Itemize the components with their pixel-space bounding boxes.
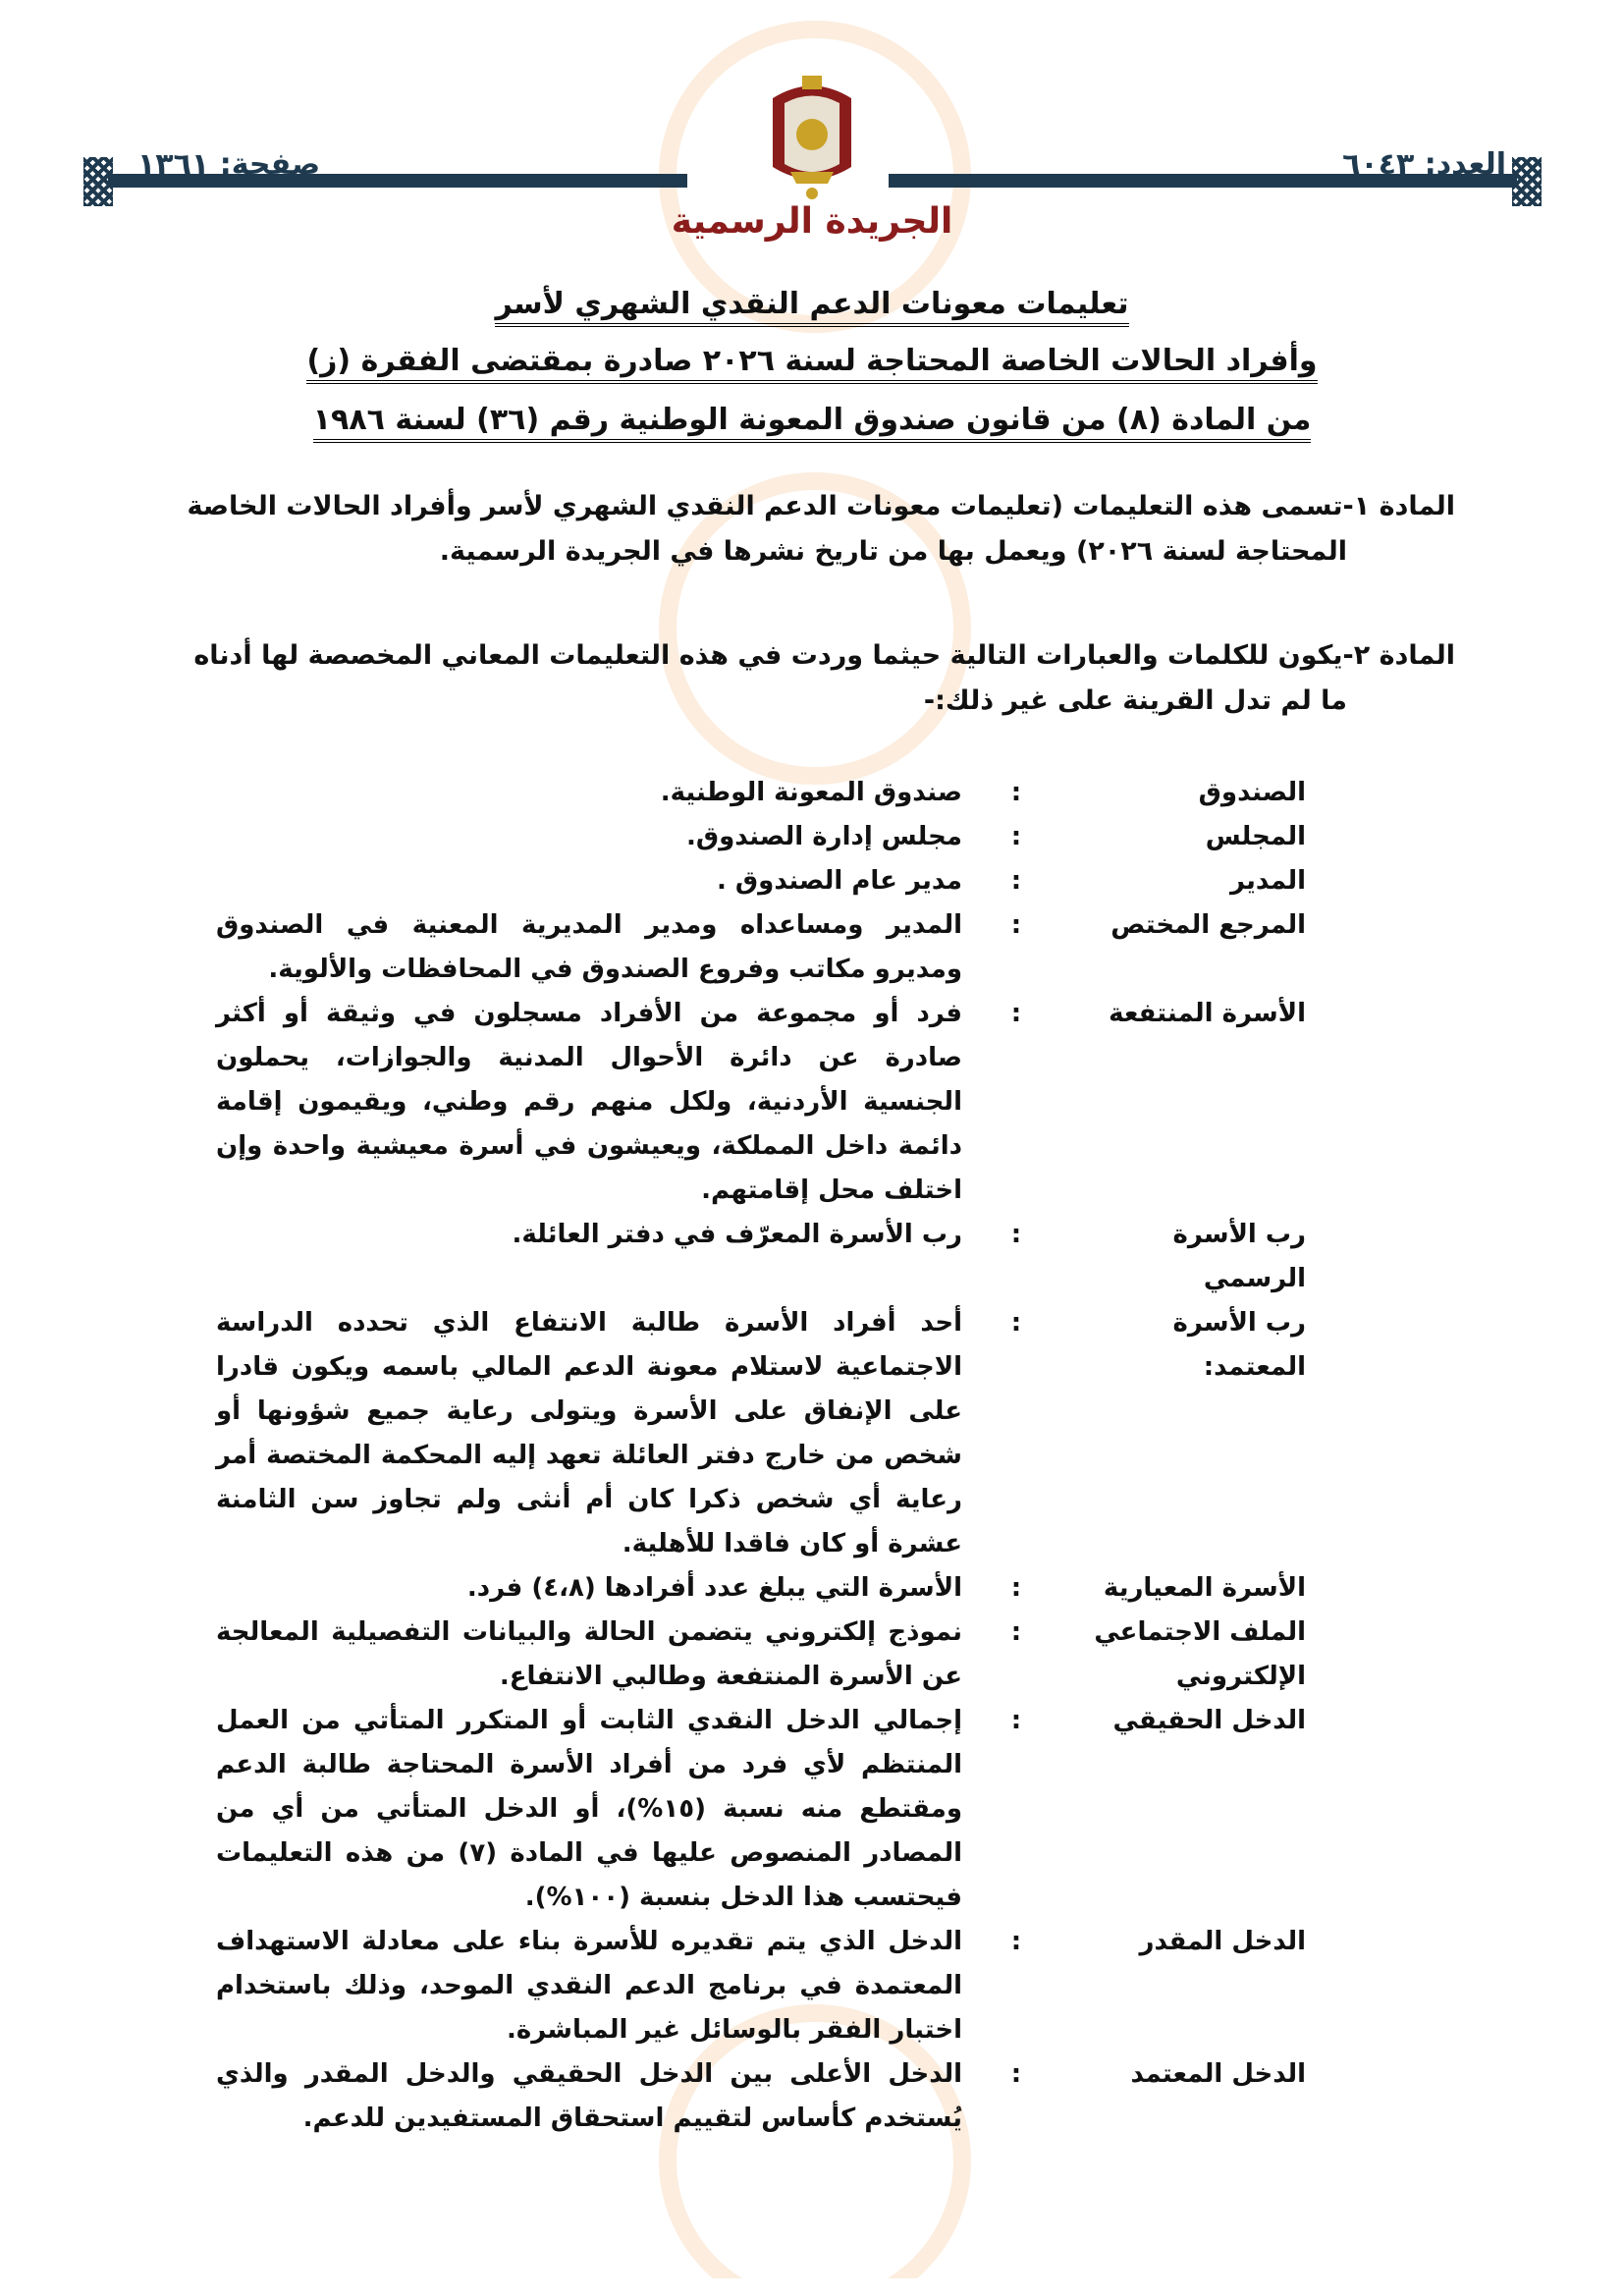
definitions-list (216, 771, 1306, 2141)
definition-colon: : (1010, 1220, 1022, 1249)
title-text: وأفراد الحالات الخاصة المحتاجة لسنة ٢٠٢٦ صادرة بمقتضى الفقرة (ز) (306, 344, 1317, 384)
definition-text: إجمالي الدخل النقدي الثابت أو المتكرر المتأتي من العمل المنتظم لأي فرد من أفراد الأسرة المحتاجة طالبة الدعم ومقتطع منه نسبة (١٥%)، أو الدخل المتأتي من أي من المصادر المنصوص عليها في المادة (٧) من هذه التعليمات فيحتسب هذا الدخل بنسبة (١٠٠%). (216, 1706, 962, 1912)
definition-item (216, 859, 1306, 903)
definition-term: الدخل المعتمد (1130, 2059, 1306, 2089)
definition-item (216, 2052, 1306, 2141)
definition-item (216, 1213, 1306, 1301)
article-1 (177, 484, 1455, 574)
definition-term: المجلس (1205, 822, 1306, 851)
definition-colon: : (1010, 999, 1022, 1028)
issue-number: العدد: ٦٠٤٣ (1342, 147, 1506, 182)
definition-colon: : (1010, 1706, 1022, 1735)
definition-colon: : (1010, 1573, 1022, 1603)
gazette-name: الجريدة الرسمية (671, 201, 953, 242)
definition-term: الأسرة المنتفعة (1109, 999, 1306, 1028)
definition-term: الدخل الحقيقي (1112, 1706, 1306, 1735)
definition-item (216, 1566, 1306, 1611)
definition-text: أحد أفراد الأسرة طالبة الانتفاع الذي تحدده الدراسة الاجتماعية لاستلام معونة الدعم المالي باسمه ويكون قادرا على الإنفاق على الأسرة ويتولى رعاية جميع شؤونها أو شخص من خارج دفتر العائلة تعهد إليه المحكمة المختصة أمر رعاية أي شخص ذكرا كان أم أنثى ولم تجاوز سن الثامنة عشرة أو كان فاقدا للأهلية. (216, 1308, 962, 1558)
article-1-line-1: المادة ١-تسمى هذه التعليمات (تعليمات معونات الدعم النقدي الشهري لأسر وأفراد الحالات الخاصة (187, 491, 1455, 521)
definition-text: مجلس إدارة الصندوق. (686, 822, 962, 851)
definition-colon: : (1010, 1927, 1022, 1956)
definition-item (216, 1920, 1306, 2052)
definition-item (216, 815, 1306, 859)
definition-term: رب الأسرة المعتمد: (1172, 1308, 1306, 1382)
definition-item (216, 1699, 1306, 1920)
title-line-1 (0, 287, 1624, 321)
definition-text: فرد أو مجموعة من الأفراد مسجلون في وثيقة أو أكثر صادرة عن دائرة الأحوال المدنية والجوازات، يحملون الجنسية الأردنية، ولكل منهم رقم وطني، ويقيمون إقامة دائمة داخل المملكة، ويعيشون في أسرة معيشية واحدة وإن اختلف محل إقامتهم. (216, 999, 962, 1205)
definition-item (216, 771, 1306, 815)
page-number: صفحة: ١٣٦١ (137, 147, 321, 182)
definition-colon: : (1010, 822, 1022, 851)
definition-term: رب الأسرة الرسمي (1172, 1220, 1306, 1293)
header-ornament-right (1512, 157, 1542, 206)
definition-colon: : (1010, 778, 1022, 807)
definition-item (216, 903, 1306, 992)
definition-text: المدير ومساعداه ومدير المديرية المعنية في الصندوق ومديرو مكاتب وفروع الصندوق في المحافظات والألوية. (216, 910, 962, 984)
title-line-2 (0, 344, 1624, 378)
definition-term: الصندوق (1198, 778, 1306, 807)
article-2 (177, 633, 1455, 724)
definition-text: صندوق المعونة الوطنية. (660, 778, 962, 807)
definition-term: الدخل المقدر (1139, 1927, 1306, 1956)
title-text: من المادة (٨) من قانون صندوق المعونة الوطنية رقم (٣٦) لسنة ١٩٨٦ (313, 403, 1312, 443)
definition-colon: : (1010, 1308, 1022, 1338)
definition-text: نموذج إلكتروني يتضمن الحالة والبيانات التفصيلية المعالجة عن الأسرة المنتفعة وطالبي الانتفاع. (216, 1617, 962, 1691)
article-1-line-2: المحتاجة لسنة ٢٠٢٦) ويعمل بها من تاريخ نشرها في الجريدة الرسمية. (439, 536, 1347, 567)
definition-item (216, 992, 1306, 1213)
article-2-line-2: ما لم تدل القرينة على غير ذلك:- (923, 685, 1347, 716)
title-text: تعليمات معونات الدعم النقدي الشهري لأسر (495, 287, 1128, 327)
definition-colon: : (1010, 1617, 1022, 1647)
definition-text: الأسرة التي يبلغ عدد أفرادها (٤،٨) فرد. (466, 1573, 962, 1603)
article-2-line-1: المادة ٢-يكون للكلمات والعبارات التالية حيثما وردت في هذه التعليمات المعاني المخصصة لها أدناه (193, 640, 1455, 671)
definition-item (216, 1611, 1306, 1699)
definition-colon: : (1010, 910, 1022, 940)
definition-text: الدخل الأعلى بين الدخل الحقيقي والدخل المقدر والذي يُستخدم كأساس لتقييم استحقاق المستفيدين للدعم. (216, 2059, 962, 2133)
definition-term: الملف الاجتماعي الإلكتروني (1094, 1617, 1306, 1691)
definition-colon: : (1010, 866, 1022, 896)
definition-colon: : (1010, 2059, 1022, 2089)
definition-term: الأسرة المعيارية (1103, 1573, 1306, 1603)
title-line-3 (0, 403, 1624, 437)
definition-term: المرجع المختص (1110, 910, 1306, 940)
definition-text: الدخل الذي يتم تقديره للأسرة بناء على معادلة الاستهداف المعتمدة في برنامج الدعم النقدي الموحد، وذلك باستخدام اختبار الفقر بالوسائل غير المباشرة. (216, 1927, 962, 2045)
definition-item (216, 1301, 1306, 1566)
definition-term: المدير (1229, 866, 1306, 896)
definition-text: رب الأسرة المعرّف في دفتر العائلة. (512, 1220, 962, 1249)
definition-text: مدير عام الصندوق . (717, 866, 962, 896)
coat-of-arms-emblem (763, 74, 861, 201)
